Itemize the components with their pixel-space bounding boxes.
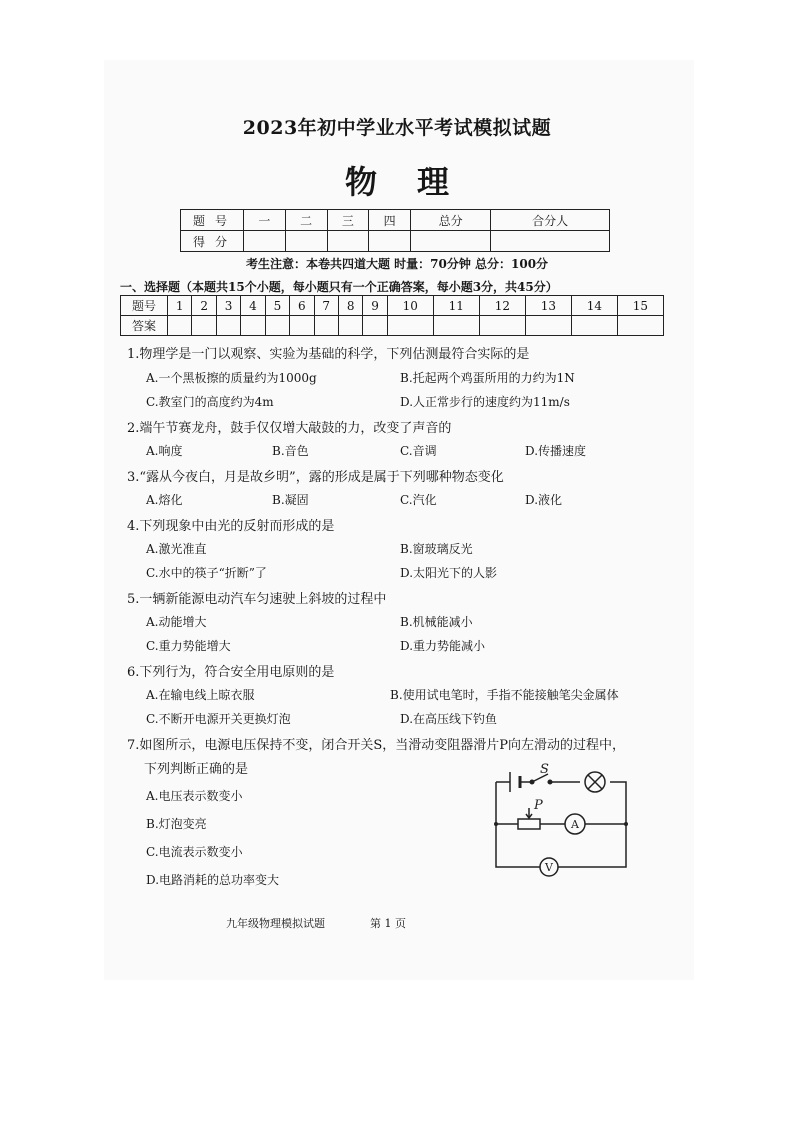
question-option: C.音调 xyxy=(400,444,437,458)
question-option: A.激光准直 xyxy=(146,542,207,556)
question-option: B.窗玻璃反光 xyxy=(400,542,473,556)
score-table-cell: 二 xyxy=(285,210,327,231)
answer-blank-cell xyxy=(338,316,362,336)
answer-number-cell: 4 xyxy=(241,296,265,316)
score-table-cell: 一 xyxy=(244,210,286,231)
question-option: D.液化 xyxy=(525,493,563,507)
score-blank-cell xyxy=(411,231,491,252)
ammeter-label: A xyxy=(571,818,579,831)
answer-number-cell: 13 xyxy=(525,296,571,316)
answer-blank-cell xyxy=(525,316,571,336)
question-option: D.电路消耗的总功率变大 xyxy=(146,873,280,887)
answer-number-cell: 3 xyxy=(216,296,240,316)
question-option: A.在输电线上晾衣服 xyxy=(146,688,255,702)
rheostat-icon xyxy=(518,819,540,829)
answer-number-cell: 7 xyxy=(314,296,338,316)
question-option: D.太阳光下的人影 xyxy=(400,566,498,580)
score-table-score-row xyxy=(181,231,610,252)
score-table-cell: 合分人 xyxy=(491,210,610,231)
question-3: 3.“露从今夜白，月是故乡明”，露的形成是属于下列哪种物态变化 xyxy=(127,470,504,485)
answer-blank-cell xyxy=(479,316,525,336)
question-7: 7.如图所示，电源电压保持不变，闭合开关S，当滑动变阻器滑片P向左滑动的过程中， xyxy=(127,738,626,753)
answer-number-cell: 1 xyxy=(168,296,192,316)
answer-blank-cell xyxy=(241,316,265,336)
question-5: 5.一辆新能源电动汽车匀速驶上斜坡的过程中 xyxy=(127,592,387,607)
question-7-continued: 下列判断正确的是 xyxy=(144,762,249,777)
answer-blank-cell xyxy=(290,316,314,336)
score-row-label: 得分 xyxy=(181,231,244,252)
question-option: B.灯泡变亮 xyxy=(146,817,207,831)
answer-blank-cell xyxy=(168,316,192,336)
junction-dot xyxy=(624,822,628,826)
score-blank-cell xyxy=(244,231,286,252)
exam-title: 2023年初中学业水平考试模拟试题 xyxy=(242,117,552,139)
footer-page-number: 第 1 页 xyxy=(370,917,406,930)
answer-number-cell: 8 xyxy=(338,296,362,316)
voltmeter-label: V xyxy=(545,861,553,874)
question-option: A.熔化 xyxy=(146,493,183,507)
score-table-cell: 题号 xyxy=(181,210,244,231)
footer-exam-name: 九年级物理模拟试题 xyxy=(226,917,325,930)
question-option: A.一个黑板擦的质量约为1000g xyxy=(146,371,317,385)
answer-number-cell: 10 xyxy=(387,296,433,316)
answer-row-label: 答案 xyxy=(121,316,168,336)
answer-number-cell: 9 xyxy=(363,296,387,316)
junction-dot xyxy=(494,822,498,826)
answer-number-cell: 6 xyxy=(290,296,314,316)
score-table xyxy=(180,209,610,252)
score-blank-cell xyxy=(491,231,610,252)
question-option: D.人正常步行的速度约为11m/s xyxy=(400,395,570,409)
answer-blank-cell xyxy=(363,316,387,336)
answer-number-cell: 15 xyxy=(617,296,663,316)
answer-number-row xyxy=(121,296,664,316)
answer-number-cell: 2 xyxy=(192,296,216,316)
answer-blank-row xyxy=(121,316,664,336)
question-option: C.重力势能增大 xyxy=(146,639,231,653)
question-option: D.重力势能减小 xyxy=(400,639,486,653)
score-table-cell: 四 xyxy=(369,210,411,231)
score-table-cell: 总分 xyxy=(411,210,491,231)
question-option: A.响度 xyxy=(146,444,183,458)
score-blank-cell xyxy=(327,231,369,252)
score-blank-cell xyxy=(369,231,411,252)
answer-number-cell: 11 xyxy=(433,296,479,316)
question-option: D.传播速度 xyxy=(525,444,587,458)
section-title: 一、选择题（本题共15个小题，每小题只有一个正确答案，每小题3分，共45分） xyxy=(120,280,558,294)
circuit-diagram xyxy=(488,762,638,882)
question-option: B.机械能减小 xyxy=(400,615,473,629)
slider-label: P xyxy=(534,798,543,813)
answer-blank-cell xyxy=(433,316,479,336)
answer-blank-cell xyxy=(314,316,338,336)
subject-title: 物理 xyxy=(344,163,489,201)
switch-label: S xyxy=(540,762,549,777)
score-table-cell: 三 xyxy=(327,210,369,231)
question-6: 6.下列行为，符合安全用电原则的是 xyxy=(127,665,335,680)
score-blank-cell xyxy=(285,231,327,252)
question-option: A.电压表示数变小 xyxy=(146,789,243,803)
question-option: C.教室门的高度约为4m xyxy=(146,395,274,409)
answer-blank-cell xyxy=(265,316,289,336)
question-1: 1.物理学是一门以观察、实验为基础的科学，下列估测最符合实际的是 xyxy=(127,347,530,362)
answer-row-label: 题号 xyxy=(121,296,168,316)
question-2: 2.端午节赛龙舟，鼓手仅仅增大敲鼓的力，改变了声音的 xyxy=(127,421,452,436)
answer-number-cell: 5 xyxy=(265,296,289,316)
answer-number-cell: 12 xyxy=(479,296,525,316)
answer-blank-cell xyxy=(192,316,216,336)
question-option: C.电流表示数变小 xyxy=(146,845,243,859)
question-option: A.动能增大 xyxy=(146,615,207,629)
answer-blank-cell xyxy=(617,316,663,336)
question-4: 4.下列现象中由光的反射而形成的是 xyxy=(127,519,335,534)
answer-number-cell: 14 xyxy=(571,296,617,316)
answer-table xyxy=(120,295,664,336)
question-option: C.水中的筷子“折断”了 xyxy=(146,566,267,580)
score-table-header-row xyxy=(181,210,610,231)
question-option: C.不断开电源开关更换灯泡 xyxy=(146,712,291,726)
answer-blank-cell xyxy=(571,316,617,336)
answer-blank-cell xyxy=(387,316,433,336)
question-option: C.汽化 xyxy=(400,493,437,507)
question-option: B.音色 xyxy=(272,444,309,458)
question-option: B.使用试电笔时，手指不能接触笔尖金属体 xyxy=(390,688,619,702)
question-option: B.凝固 xyxy=(272,493,309,507)
switch-contact xyxy=(548,780,552,784)
exam-notice: 考生注意：本卷共四道大题 时量：70分钟 总分：100分 xyxy=(245,257,549,271)
question-option: D.在高压线下钓鱼 xyxy=(400,712,498,726)
answer-blank-cell xyxy=(216,316,240,336)
question-option: B.托起两个鸡蛋所用的力约为1N xyxy=(400,371,575,385)
